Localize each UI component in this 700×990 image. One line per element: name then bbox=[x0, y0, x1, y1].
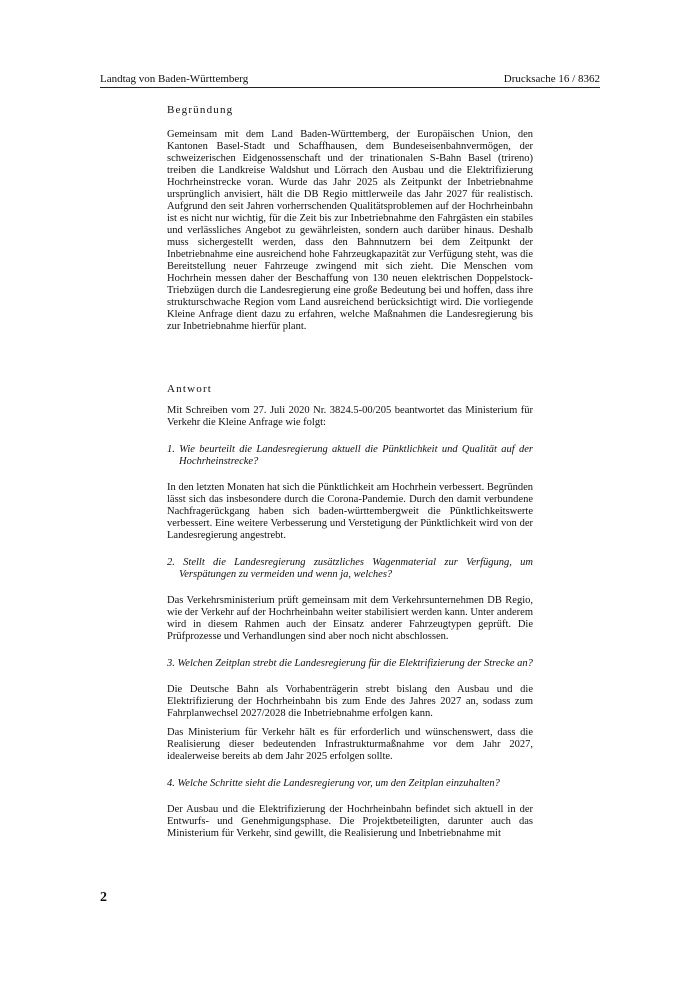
begruendung-heading: Begründung bbox=[167, 104, 234, 116]
answer-1: In den letzten Monaten hat sich die Pünktlichkeit am Hochrhein verbessert. Begründen lässt sich das insbesondere durch die Corona-Pandemie. Durch den damit verbundene Nachfragerückgang haben sich baden-württembergweit die Pünktlichkeitswerte verbessert. Eine weitere Verbesserung und Verstetigung der Pünktlichkeit wird von der Landesregierung angestrebt. bbox=[167, 482, 533, 541]
antwort-intro: Mit Schreiben vom 27. Juli 2020 Nr. 3824.5-00/205 beantwortet das Ministerium für Verkehr die Kleine Anfrage wie folgt: bbox=[167, 405, 533, 428]
antwort-heading: Antwort bbox=[167, 383, 213, 395]
answer-2: Das Verkehrsministerium prüft gemeinsam mit dem Verkehrsunternehmen DB Regio, wie der Verkehr auf der Hochrheinbahn weiter stabilisiert werden kann. Unter anderem wird in diesem Rahmen auch der Einsatz anderer Fahrzeugtypen geprüft. Die Prüfprozesse und Verhandlungen sind aber noch nicht abschlossen. bbox=[167, 595, 533, 642]
question-1: 1. Wie beurteilt die Landesregierung aktuell die Pünktlichkeit und Qualität auf der Hochrheinstrecke? bbox=[167, 444, 533, 467]
question-4: 4. Welche Schritte sieht die Landesregierung vor, um den Zeitplan einzuhalten? bbox=[167, 778, 500, 789]
answer-3-part-1: Die Deutsche Bahn als Vorhabenträgerin strebt bislang den Ausbau und die Elektrifizierung der Hochrheinbahn bis zum Ende des Jahres 2027 an, sodass zum Fahrplanwechsel 2027/2028 die Inbetriebnahme erfolgen kann. bbox=[167, 684, 533, 719]
header-document-number: Drucksache 16 / 8362 bbox=[503, 73, 600, 85]
answer-4: Der Ausbau und die Elektrifizierung der Hochrheinbahn befindet sich aktuell in der Entwurfs- und Genehmigungsphase. Die Projektbeteiligten, darunter auch das Ministerium für Verkehr, sind gewillt, die Realisierung und Inbetriebnahme mit bbox=[167, 804, 533, 839]
header-parliament-name: Landtag von Baden-Württemberg bbox=[100, 73, 249, 85]
page-header bbox=[100, 72, 600, 86]
question-2: 2. Stellt die Landesregierung zusätzliches Wagenmaterial zur Verfügung, um Verspätungen zu vermeiden und wenn ja, welches? bbox=[167, 557, 533, 580]
question-3: 3. Welchen Zeitplan strebt die Landesregierung für die Elektrifizierung der Strecke an? bbox=[167, 658, 533, 669]
begruendung-text: Gemeinsam mit dem Land Baden-Württemberg, der Europäischen Union, den Kantonen Basel-Stadt und Schaffhausen, dem Bundeseisenbahnvermögen, der schweizerischen Eidgenossenschaft und der trinationalen S-Bahn Basel (trireno) treiben die Landkreise Waldshut und Lörrach den Ausbau und die Elektrifizierung Hochrheinstrecke voran. Wurde das Jahr 2025 als Zeitpunkt der Inbetriebnahme ursprünglich anvisiert, hält die DB Regio mittlerweile das Jahr 2027 für realistisch. Aufgrund den seit Jahren vorherrschenden Qualitätsproblemen auf der Hochrheinbahn ist es nicht nur wichtig, für die Zeit bis zur Inbetriebnahme den Fahrgästen ein stabiles und verlässliches Angebot zu gewährleisten, sondern auch darüber hinaus. Deshalb muss sichergestellt werden, dass den Bahnnutzern bei dem Zeitpunkt der Inbetriebnahme eine ausreichend hohe Fahrzeugkapazität zur Verfügung steht, was die Bereitstellung neuer Fahrzeuge zwingend mit sich zieht. Die Menschen vom Hochrhein messen daher der Beschaffung von 130 neuen elektrischen Doppelstock-Triebzügen durch die Landesregierung eine große Bedeutung bei und hoffen, dass ihre strukturschwache Region vom Land ausreichend berücksichtigt wird. Die vorliegende Kleine Anfrage dient dazu zu erfahren, welche Maßnahmen die Landesregierung bis zur Inbetriebnahme hierfür plant. bbox=[167, 129, 533, 332]
document-body bbox=[167, 104, 533, 840]
answer-3-part-2: Das Ministerium für Verkehr hält es für erforderlich und wünschenswert, dass die Realisierung dieser bedeutenden Infrastrukturmaßnahme vor dem Jahr 2027, idealerweise bereits ab dem Jahr 2025 erfolgen sollte. bbox=[167, 727, 533, 762]
header-rule bbox=[100, 87, 600, 88]
page-number: 2 bbox=[100, 890, 107, 905]
